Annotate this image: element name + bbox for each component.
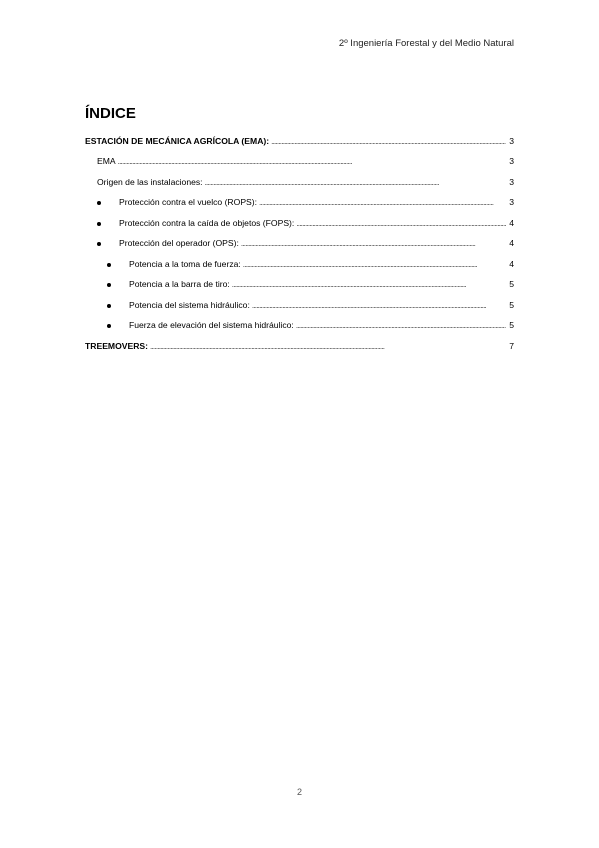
- toc-entry-page: 4: [509, 238, 514, 248]
- toc-entry-potencia-sistema-hidraulico[interactable]: [85, 290, 514, 311]
- toc-entry-fuerza-elevacion[interactable]: [85, 311, 514, 332]
- toc-entry-origen-instalaciones[interactable]: [85, 167, 514, 188]
- toc-entry-label: Protección contra la caída de objetos (FOPS):: [119, 217, 295, 228]
- toc-entry-potencia-toma-fuerza[interactable]: [85, 249, 514, 270]
- dot-leader: [296, 218, 506, 229]
- dot-leader: [150, 341, 506, 352]
- toc-entry-page: 7: [509, 340, 514, 351]
- toc-entry-estacion-mecanica-agricola[interactable]: [85, 126, 514, 147]
- toc-entry-ops[interactable]: [85, 229, 514, 250]
- dot-leader: [259, 197, 506, 208]
- toc-entry-label: Potencia a la barra de tiro:: [129, 279, 230, 289]
- dot-leader: [241, 238, 506, 249]
- toc-entry-rops[interactable]: [85, 188, 514, 209]
- toc-entry-label: Fuerza de elevación del sistema hidráulico:: [129, 320, 294, 330]
- toc-entry-page: 5: [509, 279, 514, 289]
- toc-entry-label: EMA: [97, 156, 116, 166]
- toc-title: ÍNDICE: [85, 105, 136, 122]
- dot-leader: [296, 320, 506, 331]
- dot-leader: [232, 279, 506, 290]
- toc-entry-page: 5: [509, 320, 514, 330]
- bullet-icon: [107, 263, 111, 267]
- toc-entry-fops[interactable]: [85, 208, 514, 229]
- dot-leader: [252, 300, 506, 311]
- dot-leader: [118, 156, 506, 167]
- dot-leader: [205, 177, 506, 188]
- toc-entry-label: Potencia a la toma de fuerza:: [129, 258, 241, 269]
- page-number: 2: [296, 787, 302, 797]
- toc-entry-label: Origen de las instalaciones:: [97, 176, 203, 187]
- toc-entry-label: ESTACIÓN DE MECÁNICA AGRÍCOLA (EMA):: [85, 135, 270, 146]
- dot-leader: [271, 136, 506, 147]
- toc-entry-label: Protección del operador (OPS):: [119, 238, 239, 248]
- toc-entry-page: 5: [509, 299, 514, 310]
- bullet-icon: [107, 283, 111, 287]
- dot-leader: [243, 259, 506, 270]
- toc-entry-page: 3: [509, 197, 514, 207]
- toc-entry-potencia-barra-tiro[interactable]: [85, 270, 514, 291]
- toc-entry-treemovers[interactable]: [85, 331, 514, 352]
- bullet-icon: [97, 242, 101, 246]
- toc-entry-page: 3: [509, 176, 514, 187]
- table-of-contents: [85, 126, 514, 352]
- page-header: 2º Ingeniería Forestal y del Medio Natural: [338, 38, 514, 49]
- toc-entry-page: 3: [509, 135, 514, 146]
- toc-entry-ema[interactable]: [85, 147, 514, 168]
- bullet-icon: [97, 222, 101, 226]
- toc-entry-label: TREEMOVERS:: [85, 340, 149, 351]
- toc-entry-page: 4: [509, 217, 514, 228]
- bullet-icon: [97, 201, 101, 205]
- toc-entry-page: 4: [509, 258, 514, 269]
- bullet-icon: [107, 324, 111, 328]
- toc-entry-label: Potencia del sistema hidráulico:: [129, 299, 250, 310]
- toc-entry-page: 3: [509, 156, 514, 166]
- toc-entry-label: Protección contra el vuelco (ROPS):: [119, 197, 258, 207]
- bullet-icon: [107, 304, 111, 308]
